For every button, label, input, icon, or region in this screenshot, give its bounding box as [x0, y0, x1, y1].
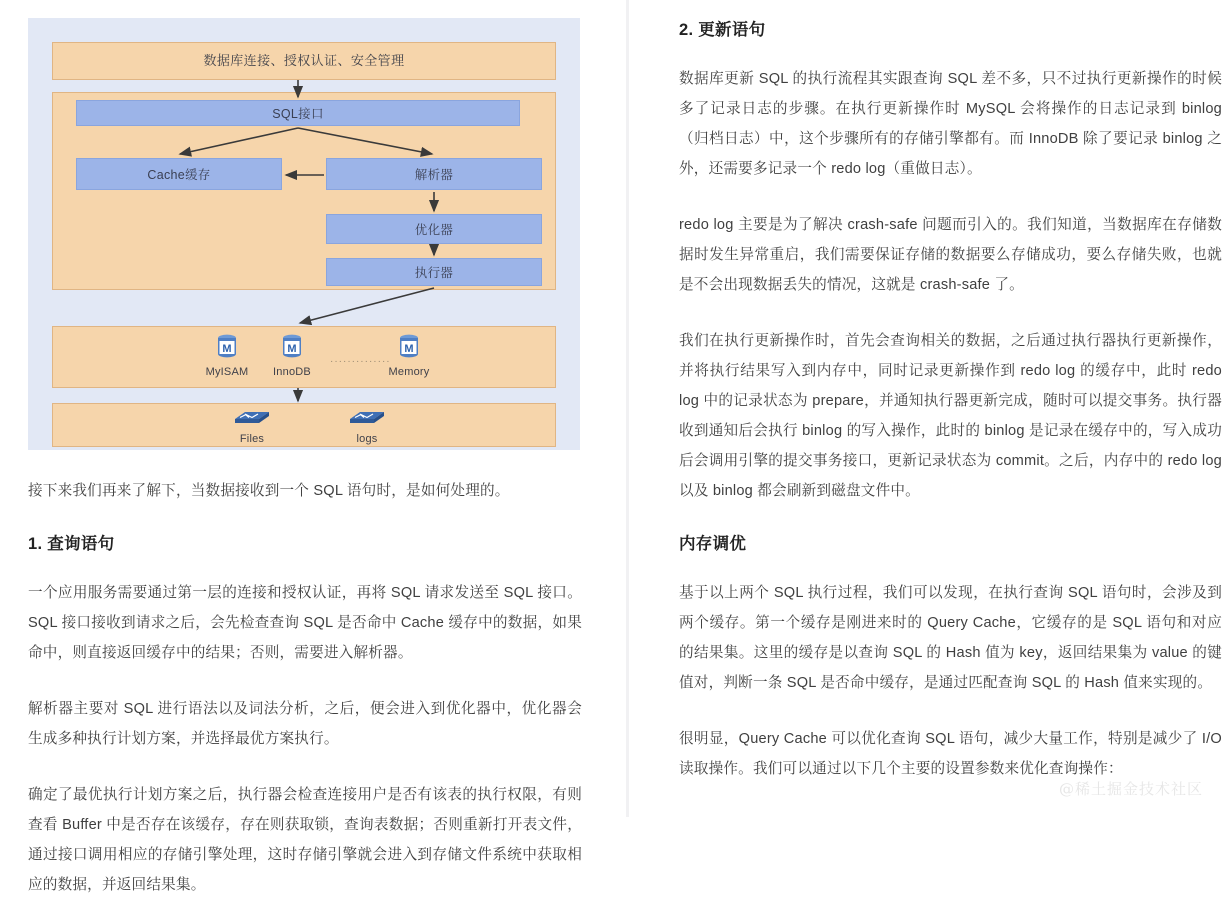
diagram-box-executor — [326, 258, 542, 286]
diagram-file-logs — [332, 408, 402, 445]
query-paragraph-2: 解析器主要对 SQL 进行语法以及词法分析，之后，便会进入到优化器中，优化器会生成多种执行计划方案，并选择最优方案执行。 — [28, 701, 582, 747]
query-paragraph-3: 确定了最优执行计划方案之后，执行器会检查连接用户是否有该表的执行权限，有则查看 Buffer 中是否存在该缓存，存在则获取锁，查询表数据；否则重新打开表文件，通过接口调用相应的存储引擎处理，这时存储引擎就会进入到存储文件系统中获取相应的数据，并返回结果集。 — [28, 787, 582, 893]
diagram-band-connection-label: 数据库连接、授权认证、安全管理 — [203, 53, 405, 68]
diagram-engine-innodb — [257, 334, 327, 378]
watermark: @稀土掘金技术社区 — [1058, 780, 1203, 798]
diagram-engine-ellipsis: ·············· — [330, 356, 391, 367]
update-paragraph-2: redo log 主要是为了解决 crash-safe 问题而引入的。我们知道，当数据库在存储数据时发生异常重启，我们需要保证存储的数据要么存储成功，要么存储失败，也就是不会出现数据丢失的情况，这就是 crash-safe 了。 — [679, 217, 1222, 293]
network-switch-icon — [347, 408, 387, 428]
diagram-file-logs-label: logs — [356, 433, 378, 445]
heading-update-statement: 2. 更新语句 — [679, 21, 766, 39]
diagram-box-executor-label: 执行器 — [414, 266, 454, 280]
database-cylinder-icon — [216, 334, 238, 360]
svg-text:M: M — [222, 342, 232, 355]
heading-query-statement: 1. 查询语句 — [28, 535, 115, 553]
diagram-box-cache-label: Cache缓存 — [147, 168, 211, 182]
heading-memory-tuning: 内存调优 — [679, 535, 747, 553]
column-divider — [622, 0, 632, 817]
diagram-engine-memory — [374, 334, 444, 378]
diagram-file-files — [217, 408, 287, 445]
diagram-box-parser-label: 解析器 — [414, 168, 454, 182]
update-paragraph-1: 数据库更新 SQL 的执行流程其实跟查询 SQL 差不多，只不过执行更新操作的时候多了记录日志的步骤。在执行更新操作时 MySQL 会将操作的日志记录到 binlog（归档日志）中，这个步骤所有的存储引擎都有。而 InnoDB 除了要记录 binlog 之外，还需要多记录一个 redo log（重做日志）。 — [679, 71, 1222, 177]
diagram-band-connection — [52, 42, 556, 80]
mysql-architecture-figure — [28, 18, 580, 450]
query-paragraph-1: 一个应用服务需要通过第一层的连接和授权认证，再将 SQL 请求发送至 SQL 接口。SQL 接口接收到请求之后，会先检查查询 SQL 是否命中 Cache 缓存中的数据，如果命中，则直接返回缓存中的结果；否则，需要进入解析器。 — [28, 585, 582, 661]
svg-text:M: M — [287, 342, 297, 355]
database-cylinder-icon — [398, 334, 420, 360]
diagram-engine-innodb-label: InnoDB — [273, 366, 311, 378]
database-cylinder-icon — [281, 334, 303, 360]
update-paragraph-3: 我们在执行更新操作时，首先会查询相关的数据，之后通过执行器执行更新操作，并将执行结果写入到内存中，同时记录更新操作到 redo log 的缓存中，此时 redo log 中的记录状态为 prepare，并通知执行器更新完成，随时可以提交事务。执行器收到通知后会执行 binlog 的写入操作，此时的 binlog 是记录在缓存中的，写入成功后会调用引擎的提交事务接口，更新记录状态为 commit。之后，内存中的 redo log 以及 binlog 都会刷新到磁盘文件中。 — [679, 333, 1222, 499]
diagram-engine-myisam-label: MyISAM — [205, 366, 249, 378]
diagram-file-row — [52, 408, 556, 448]
diagram-file-files-label: Files — [239, 433, 265, 445]
diagram-box-cache — [76, 158, 282, 190]
left-intro-paragraph: 接下来我们再来了解下，当数据接收到一个 SQL 语句时，是如何处理的。 — [28, 483, 510, 499]
svg-text:M: M — [404, 342, 414, 355]
diagram-engine-row — [52, 334, 556, 384]
right-column — [632, 0, 1227, 817]
diagram-box-optimizer — [326, 214, 542, 244]
diagram-box-parser — [326, 158, 542, 190]
diagram-engine-memory-label: Memory — [388, 366, 430, 378]
diagram-engine-myisam — [192, 334, 262, 378]
diagram-box-optimizer-label: 优化器 — [414, 223, 454, 237]
memory-paragraph-2: 很明显，Query Cache 可以优化查询 SQL 语句，减少大量工作，特别是减少了 I/O 读取操作。我们可以通过以下几个主要的设置参数来优化查询操作： — [679, 731, 1222, 777]
diagram-box-sql-interface-label: SQL接口 — [272, 107, 324, 121]
memory-paragraph-1: 基于以上两个 SQL 执行过程，我们可以发现，在执行查询 SQL 语句时，会涉及到两个缓存。第一个缓存是刚进来时的 Query Cache，它缓存的是 SQL 语句和对应的结果集。这里的缓存是以查询 SQL 的 Hash 值为 key，返回结果集为 value 的键值对，判断一条 SQL 是否命中缓存，是通过匹配查询 SQL 的 Hash 值来实现的。 — [679, 585, 1222, 691]
network-switch-icon — [232, 408, 272, 428]
diagram-box-sql-interface — [76, 100, 520, 126]
